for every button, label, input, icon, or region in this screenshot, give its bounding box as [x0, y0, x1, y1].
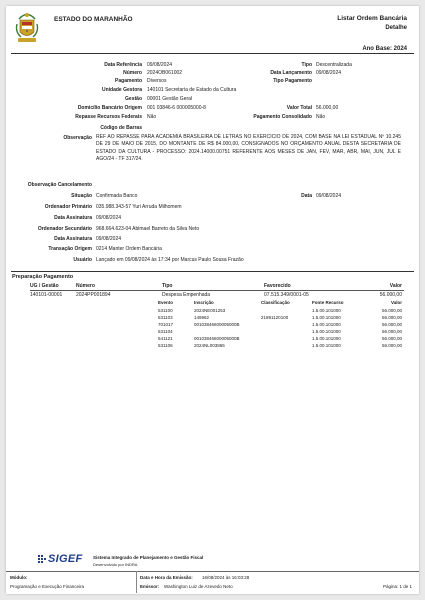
sub-row-fonte: 1.5.00.101000	[312, 315, 341, 320]
developer: Desenvolvido por INDRA	[93, 562, 138, 567]
section-title-preparacao: Preparação Pagamento	[12, 274, 74, 280]
sub-row-valor: 56.000,00	[381, 308, 402, 313]
value-data-lancamento: 09/08/2024	[316, 70, 342, 76]
sub-row-inscricao: 2024NE001253	[194, 308, 226, 313]
label-unidade-gestora: Unidade Gestora	[101, 87, 142, 93]
document-title: Listar Ordem Bancária	[337, 15, 407, 22]
value-usuario: Lançado em 09/08/2024 às 17:34 por Marcus Paulo Sousa Frazão	[96, 257, 244, 263]
label-codigo-barras: Código de Barras	[100, 125, 142, 131]
label-transacao-origem: Transação Origem	[48, 246, 92, 252]
value-data-referencia: 09/08/2024	[147, 62, 173, 68]
table-header-rule	[30, 290, 404, 291]
label-tipo: Tipo	[301, 62, 312, 68]
subcol-header-fonte: Fonte Recurso	[312, 300, 344, 305]
footer-divider	[6, 571, 419, 572]
ano-base: Ano Base: 2024	[362, 46, 407, 52]
document-subtitle: Detalhe	[385, 25, 407, 31]
label-observacao: Observação	[63, 135, 92, 141]
label-gestao: Gestão	[125, 96, 142, 102]
label-observacao-cancelamento: Observação Cancelamento	[27, 182, 92, 188]
section-divider	[11, 271, 414, 272]
label-data-referencia: Data Referência	[104, 62, 142, 68]
label-ordenador-secundario: Ordenador Secundário	[37, 226, 92, 232]
emissao-label: Data e Hora da Emissão:	[140, 575, 193, 580]
label-data-assinatura-1: Data Assinatura	[54, 215, 92, 221]
value-gestao: 00001 Gestão Geral	[147, 96, 193, 102]
value-repasse-federais: Não	[147, 114, 157, 120]
footer-separator	[136, 571, 137, 593]
label-data-lancamento: Data Lançamento	[270, 70, 312, 76]
label-numero: Número	[123, 70, 142, 76]
sub-row-evento: 531100	[158, 308, 173, 313]
sub-row-inscricao: 2024NL003865	[194, 343, 225, 348]
cell-ug: 140101-00001	[30, 292, 63, 298]
cell-valor: 56.000,00	[379, 292, 402, 298]
col-header-tipo: Tipo	[162, 283, 173, 289]
page-number: Página: 1 de 1	[382, 584, 412, 589]
cell-numero: 2024PP001894	[76, 292, 111, 298]
sub-row-evento: 701017	[158, 322, 174, 327]
sub-row-fonte: 1.5.00.101000	[312, 322, 341, 327]
value-situacao: Confirmada Banco	[96, 193, 138, 199]
sub-row-valor: 56.000,00	[381, 336, 402, 341]
sub-row-evento: 541121	[158, 336, 173, 341]
sub-row-inscricao: 149962	[194, 315, 210, 320]
sub-row-classificacao: 21891120100	[261, 315, 289, 320]
header-divider	[11, 53, 414, 54]
system-name: Sistema Integrado de Planejamento e Gestão Fiscal	[93, 555, 204, 560]
sub-row-valor: 56.000,00	[381, 322, 402, 327]
modulo-label: Módulo:	[10, 575, 28, 580]
value-data-assinatura-1: 09/08/2024	[96, 215, 122, 221]
label-valor-total: Valor Total	[286, 105, 312, 111]
value-domicilio-bancario: 001 03846-6 000005000-8	[147, 105, 206, 111]
state-crest-icon	[15, 10, 39, 44]
label-pagamento: Pagamento	[115, 78, 142, 84]
value-pagamento-consolidado: Não	[316, 114, 326, 120]
modulo-value: Programação e Execução Financeira	[10, 584, 85, 589]
sub-row-fonte: 1.5.00.101000	[312, 336, 341, 341]
label-ordenador-primario: Ordenador Primário	[44, 204, 92, 210]
emissor-value: Washington Luiz de Azevedo Neto	[164, 584, 233, 589]
label-repasse-federais: Repasse Recursos Federais	[75, 114, 142, 120]
sub-row-evento: 531106	[158, 343, 173, 348]
col-header-ug: UG / Gestão	[30, 283, 59, 289]
sub-row-valor: 56.000,00	[381, 343, 402, 348]
sub-row-evento: 531104	[158, 329, 173, 334]
col-header-favorecido: Favorecido	[264, 283, 291, 289]
subcol-header-evento: Evento	[158, 300, 174, 305]
label-domicilio-bancario: Domicílio Bancário Origem	[77, 105, 142, 111]
label-usuario: Usuário	[73, 257, 92, 263]
label-data-assinatura-2: Data Assinatura	[54, 236, 92, 242]
sub-row-evento: 531103	[158, 315, 173, 320]
sub-row-fonte: 1.5.00.101000	[312, 329, 341, 334]
sub-row-fonte: 1.5.00.101000	[312, 308, 341, 313]
sub-row-inscricao: 00103846600005000B	[194, 336, 240, 341]
sub-row-valor: 56.000,00	[381, 329, 402, 334]
col-header-numero: Número	[76, 283, 95, 289]
emissao-value: 16/08/2024 às 16:03:28	[202, 575, 250, 580]
col-header-valor: Valor	[389, 283, 402, 289]
subcol-header-classificacao: Classificação	[261, 300, 290, 305]
subcol-header-valor: Valor	[390, 300, 402, 305]
label-data: Data	[301, 193, 312, 199]
value-data: 09/08/2024	[316, 193, 342, 199]
cell-tipo: Despesa Empenhada	[162, 292, 211, 298]
value-numero: 2024OB061002	[147, 70, 183, 76]
value-ordenador-primario: 035.988.343-57 Yuri Arruda Milhomem	[96, 204, 182, 210]
sub-row-inscricao: 00103846600005000B	[194, 322, 240, 327]
value-valor-total: 56.000,00	[316, 105, 339, 111]
sigef-logo-text: SIGEF	[48, 553, 83, 565]
sub-row-valor: 56.000,00	[381, 315, 402, 320]
document-page	[6, 6, 419, 594]
value-pagamento: Diversos	[147, 78, 167, 84]
value-tipo: Descentralizada	[316, 62, 352, 68]
value-transacao-origem: 0214 Manter Ordem Bancária	[96, 246, 162, 252]
value-observacao: REF AO REPASSE PARA ACADEMIA BRASILEIRA DE LETRAS NO EXERCICIO DE 2024, COM BASE NA LEI ESTADUAL Nº 10.245 DE 29 DE MAIO DE 2015, DO MONTANTE DE R$ 84.000,00, CONSIGNADOS NO ORÇAMENTO ANUAL DESTA SECRETARIA DE ESTADO DA CULTURA - PROCESSO: 2024.14000.00751 REFERENTE AOS MESES DE JAN, FEV, MAR, ABR, MAI, JUN, JUL E AGO/24 - TF 317/24.	[96, 134, 401, 162]
label-pagamento-consolidado: Pagamento Consolidado	[253, 114, 312, 120]
value-data-assinatura-2: 09/08/2024	[96, 236, 122, 242]
cell-favorecido: 07.515.349/0001-05	[264, 292, 309, 298]
emissor-label: Emissor:	[140, 584, 160, 589]
label-situacao: Situação	[71, 193, 92, 199]
sub-row-fonte: 1.5.00.101000	[312, 343, 341, 348]
state-name: ESTADO DO MARANHÃO	[54, 16, 133, 23]
subcol-header-inscricao: Inscrição	[194, 300, 214, 305]
value-ordenador-secundario: 968.664.623-04 Abimael Barreto da Silva Neto	[96, 226, 200, 232]
label-tipo-pagamento: Tipo Pagamento	[273, 78, 312, 84]
value-unidade-gestora: 140101 Secretaria de Estado da Cultura	[147, 87, 237, 93]
